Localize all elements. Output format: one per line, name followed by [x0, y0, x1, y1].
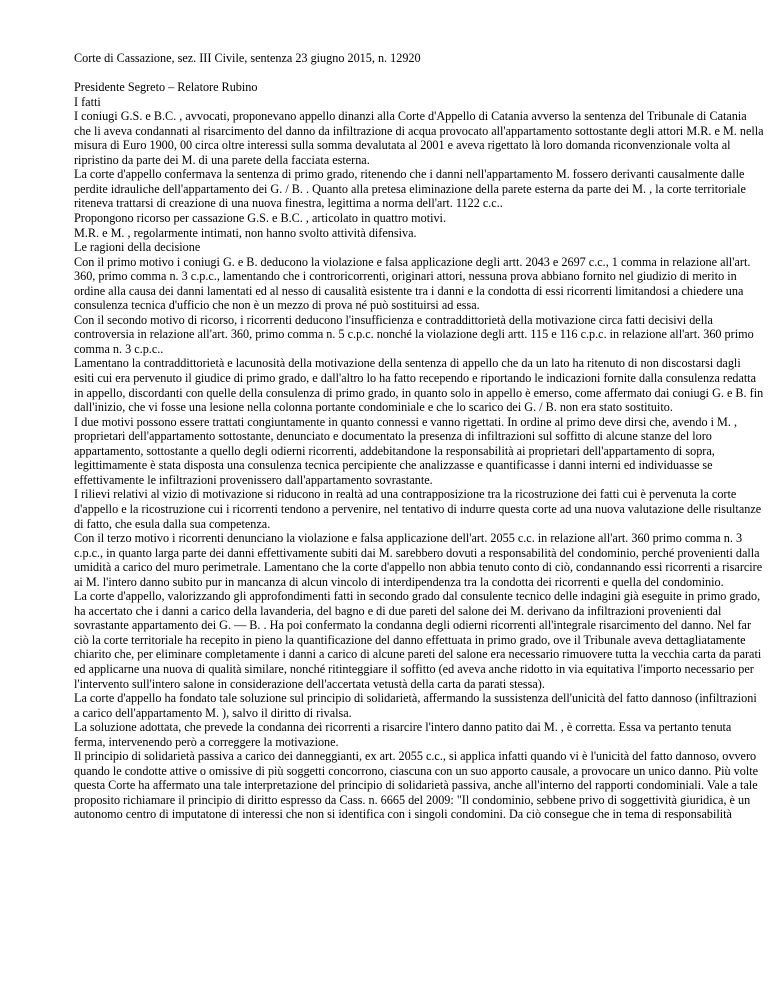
body-paragraph: Il principio di solidarietà passiva a carico dei danneggianti, ex art. 2055 c.c., si applica infatti quando vi è l'unicità del fatto dannoso, ovvero quando le condotte attive o omissive di più soggetti concorrono, ciascuna con un suo apporto causale, a provocare un unico danno. Più volte questa Corte ha affermato una tale interpretazione del principio di solidarietà passiva, anche all'interno del rapporti condominiali. Vale a tale proposito richiamare il principio di diritto espresso da Cass. n. 6665 del 2009: "Il condominio, sebbene privo di soggettività giuridica, è un autonomo centro di imputatone di interessi che non si identifica con i singoli condomini. Da ciò consegue che in tema di responsabilità	[74, 749, 759, 822]
body-paragraph: I due motivi possono essere trattati congiuntamente in quanto connessi e vanno rigettati. In ordine al primo deve dirsi che, avendo i M. , proprietari dell'appartamento sottostante, denunciato e documentato la presenza di infiltrazioni sul soffitto di alcune stanze del loro appartamento, sottostante a quello degli odierni ricorrenti, addebitandone la responsabilità ai proprietari dell'appartamento di sopra, legittimamente è stata disposta una consulenza tecnica percipiente che analizzasse e quantificasse i danni interni ed individuasse se effettivamente le infiltrazioni provenissero dall'appartamento sovrastante.	[74, 414, 738, 487]
body-paragraph: Con il secondo motivo di ricorso, i ricorrenti deducono l'insufficienza e contraddittorietà della motivazione circa fatti decisivi della controversia in relazione all'art. 360, primo comma n. 5 c.p.c. nonché la violazione degli artt. 115 e 116 c.p.c. in relazione all'art. 360 primo comma n. 3 c.p.c..	[74, 312, 754, 356]
body-paragraph: Con il primo motivo i coniugi G. e B. deducono la violazione e falsa applicazione degli artt. 2043 e 2697 c.c., 1 comma in relazione all'art. 360, primo comma n. 3 c.p.c., lamentando che i controricorrenti, originari attori, nessuna prova abbiano fornito nel giudizio di merito in ordine alla causa dei danni lamentati ed al nesso di causalità esistente tra i danni e la condotta di essi ricorrenti limitandosi a chiedere una consulenza tecnica d'ufficio che non è un mezzo di prova né può sostituirsi ad essa.	[74, 254, 751, 313]
body-paragraph: M.R. e M. , regolarmente intimati, non hanno svolto attività difensiva.	[74, 225, 417, 240]
section-heading-reasons: Le ragioni della decisione	[74, 240, 201, 255]
body-paragraph: La corte d'appello confermava la sentenza di primo grado, ritenendo che i danni nell'appartamento M. fossero derivanti causalmente dalle perdite idrauliche dell'appartamento dei G. / B. . Quanto alla pretesa eliminazione della parete esterna da parte dei M. , la corte territoriale riteneva trattarsi di creazione di una nuova finestra, legittima a norma dell'art. 1122 c.c..	[74, 167, 746, 211]
body-paragraph: Con il terzo motivo i ricorrenti denunciano la violazione e falsa applicazione dell'art. 2055 c.c. in relazione all'art. 360 primo comma n. 3 c.p.c., in quanto larga parte dei danni effettivamente subiti dai M. sarebbero dovuti a responsabilità del condominio, perché provenienti dalla umidità a carico del muro perimetrale. Lamentano che la corte d'appello non abbia tenuto conto di ciò, condannando essi ricorrenti a risarcire ai M. l'intero danno subito pur in mancanza di alcun vincolo di interdipendenza tra la condotta dei ricorrenti e quella del condominio.	[74, 531, 763, 589]
presiding-judges-line: Presidente Segreto – Relatore Rubino	[74, 80, 258, 95]
body-paragraph: I coniugi G.S. e B.C. , avvocati, proponevano appello dinanzi alla Corte d'Appello di Catania avverso la sentenza del Tribunale di Catania che li aveva condannati al risarcimento del danno da infiltrazione di acqua provocato all'appartamento sottostante degli attori M.R. e M. nella misura di Euro 1900, 00 circa oltre interessi sulla somma devalutata al 2001 e aveva rigettato là loro domanda riconvenzionale volta al ripristino da parte dei M. di una parete della facciata esterna.	[74, 109, 764, 167]
body-paragraph: Propongono ricorso per cassazione G.S. e B.C. , articolato in quattro motivi.	[74, 211, 446, 226]
body-paragraph: I rilievi relativi al vizio di motivazione si riducono in realtà ad una contrapposizione tra la ricostruzione dei fatti cui è pervenuta la corte d'appello e la ricostruzione cui i ricorrenti tendono a pervenire, nel tentativo di indurre questa corte ad una nuova valutazione delle risultanze di fatto, che esula dalla sua competenza.	[74, 487, 762, 531]
body-paragraph: Lamentano la contraddittorietà e lacunosità della motivazione della sentenza di appello che da un lato ha ritenuto di non discostarsi dagli esiti cui era pervenuto il giudice di primo grado, e dall'altro lo ha fatto recependo e riportando le indicazioni fornite dalla consulenza redatta in appello, discordanti con quelle della consulenza di primo grado, in quanto solo in appello è emerso, come affermato dai coniugi G. e B. fin dall'inizio, che vi fosse una lesione nella colonna portante condominiale e che lo scarico dei G. / B. non era stato sostituito.	[74, 356, 764, 415]
body-paragraph: La corte d'appello ha fondato tale soluzione sul principio di solidarietà, affermando la sussistenza dell'unicità del fatto dannoso (infiltrazioni a carico dell'appartamento M. ), salvo il diritto di rivalsa.	[74, 691, 757, 720]
section-heading-facts: I fatti	[74, 94, 101, 109]
body-paragraph: La soluzione adottata, che prevede la condanna dei ricorrenti a risarcire l'intero danno patito dai M. , è corretta. Essa va pertanto tenuta ferma, intervenendo però a correggere la motivazione.	[74, 720, 732, 749]
document-page	[74, 51, 764, 822]
body-paragraph: La corte d'appello, valorizzando gli approfondimenti fatti in secondo grado dal consulente tecnico delle indagini già eseguite in primo grado, ha accertato che i danni a carico della lavanderia, del bagno e di due pareti del salone dei M. derivano da infiltrazioni provenienti dal sovrastante appartamento dei G. — B. . Ha poi confermato la condanna degli odierni ricorrenti all'integrale risarcimento del danno. Nel far ciò la corte territoriale ha recepito in pieno la quantificazione del danno effettuata in primo grado, ove il Tribunale aveva dettagliatamente chiarito che, per eliminare completamente i danni a carico di alcune pareti del salone era necessario rimuovere tutta la vecchia carta da parati ed applicarne una nuova di qualità similare, nonché ritinteggiare il soffitto (ed aveva anche ridotto in via equitativa l'importo necessario per l'intervento sull'intero salone in considerazione dell'accertata vetustà della carta da parati stessa).	[74, 589, 762, 691]
document-heading: Corte di Cassazione, sez. III Civile, sentenza 23 giugno 2015, n. 12920	[74, 51, 421, 65]
